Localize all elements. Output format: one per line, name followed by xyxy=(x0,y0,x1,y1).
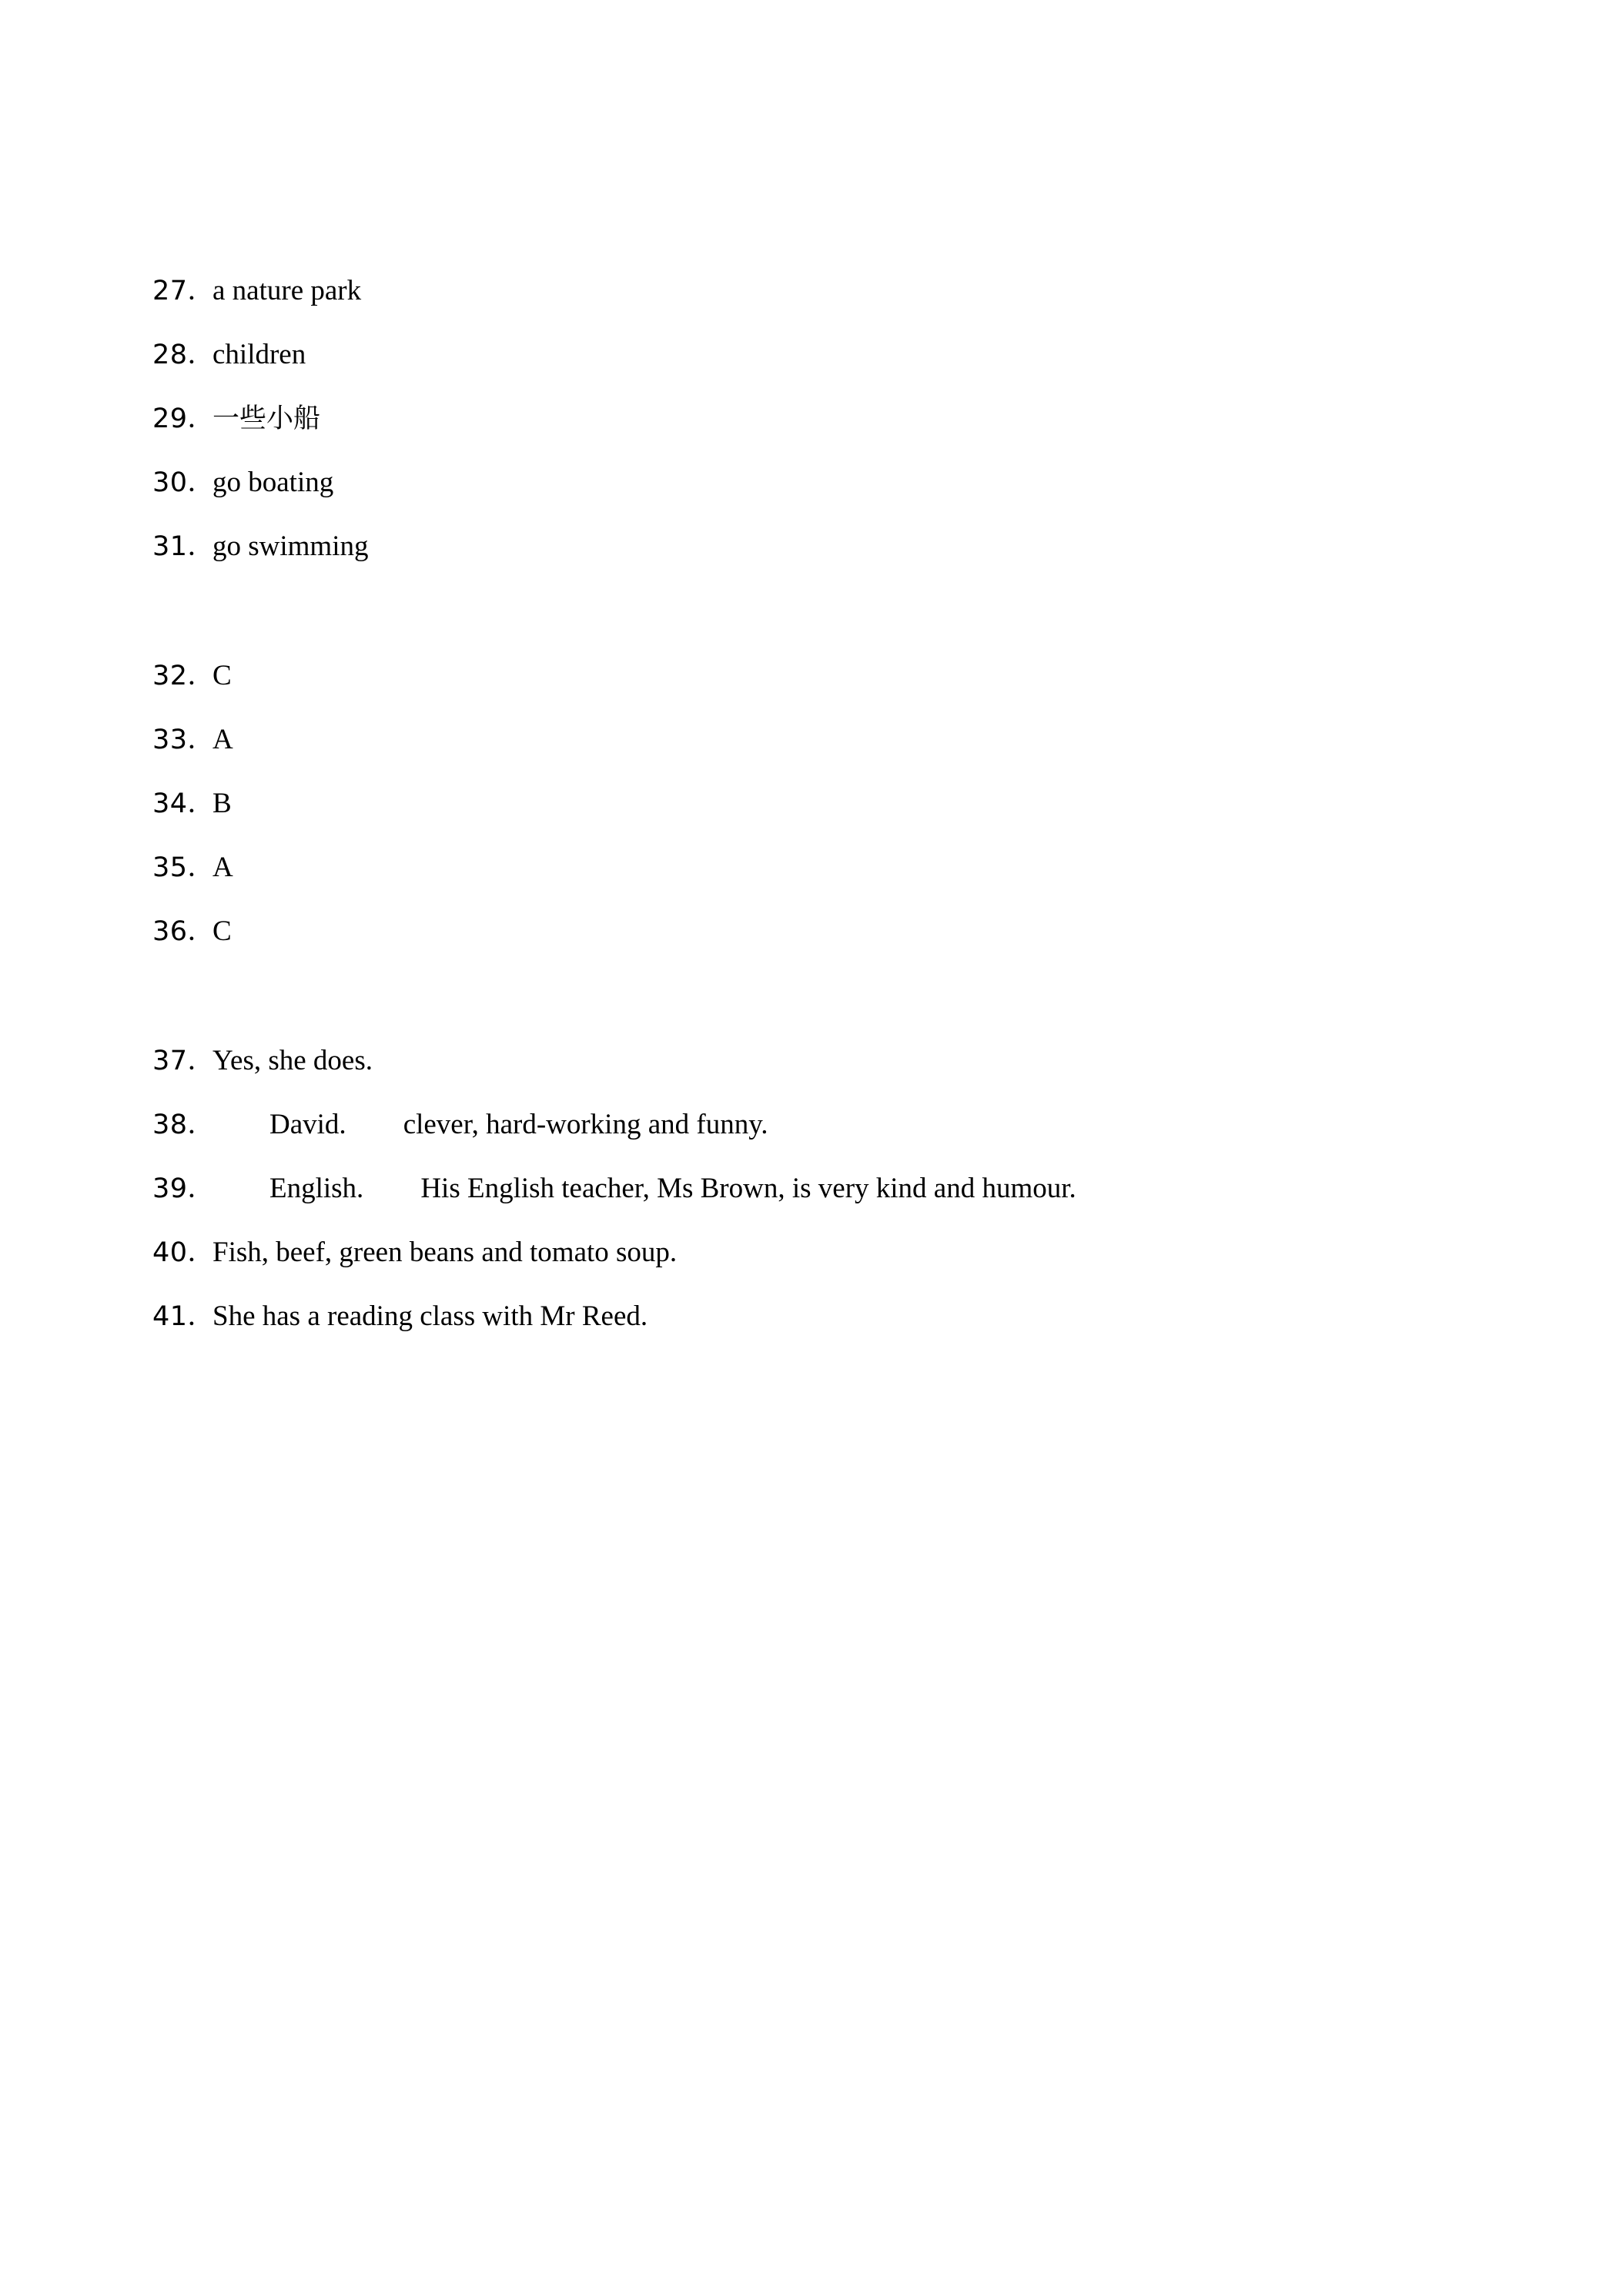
answer-group-reading xyxy=(152,1043,1076,1363)
answer-text: go swimming xyxy=(212,530,369,562)
answer-number: 36 ． xyxy=(152,914,212,949)
answer-text-part2: clever, hard-working and funny. xyxy=(403,1109,768,1140)
answer-number: 32 ． xyxy=(152,658,212,694)
answer-text: Fish, beef, green beans and tomato soup. xyxy=(212,1237,678,1268)
answer-text: go boating xyxy=(212,467,334,498)
answer-number: 41 ． xyxy=(152,1299,212,1334)
answer-item xyxy=(152,658,233,722)
answer-number: 30 ． xyxy=(152,465,212,500)
answer-number: 33 ． xyxy=(152,722,212,758)
answer-group-listening xyxy=(152,273,369,593)
answer-number: 38 ． xyxy=(152,1107,212,1143)
answer-text: B xyxy=(212,788,232,819)
answer-text: A xyxy=(212,724,233,755)
answer-group-choice xyxy=(152,658,233,978)
answer-number: 27 ． xyxy=(152,273,212,309)
answer-text: 一些小船 xyxy=(212,403,321,434)
answer-text: She has a reading class with Mr Reed. xyxy=(212,1300,648,1332)
answer-text: A xyxy=(212,852,233,883)
answer-item xyxy=(152,722,233,786)
answer-text-part1: David. xyxy=(269,1109,346,1140)
answer-item xyxy=(152,1171,1076,1235)
answer-item xyxy=(152,850,233,914)
answer-item xyxy=(152,337,369,401)
answer-number: 28 ． xyxy=(152,337,212,373)
answer-text-part2: His English teacher, Ms Brown, is very kind and humour. xyxy=(420,1173,1076,1204)
answer-item xyxy=(152,1043,1076,1107)
answer-item xyxy=(152,465,369,529)
answer-item xyxy=(152,914,233,978)
answer-item xyxy=(152,529,369,593)
answer-item xyxy=(152,786,233,850)
answer-text: children xyxy=(212,339,306,370)
answer-number: 35 ． xyxy=(152,850,212,885)
answer-number: 31 ． xyxy=(152,529,212,564)
answer-number: 37 ． xyxy=(152,1043,212,1079)
answer-number: 39 ． xyxy=(152,1171,212,1207)
answer-number: 29 ． xyxy=(152,401,212,437)
answer-number: 34 ． xyxy=(152,786,212,822)
answer-text-part1: English. xyxy=(269,1173,364,1204)
answer-text: C xyxy=(212,660,232,691)
answer-item xyxy=(152,273,369,337)
answer-item xyxy=(152,1107,1076,1171)
answer-number: 40 ． xyxy=(152,1235,212,1270)
answer-item xyxy=(152,1235,1076,1299)
answer-text: C xyxy=(212,915,232,947)
answer-text: Yes, she does. xyxy=(212,1045,373,1076)
answer-item xyxy=(152,401,369,465)
answer-item xyxy=(152,1299,1076,1363)
answer-text: a nature park xyxy=(212,275,362,306)
